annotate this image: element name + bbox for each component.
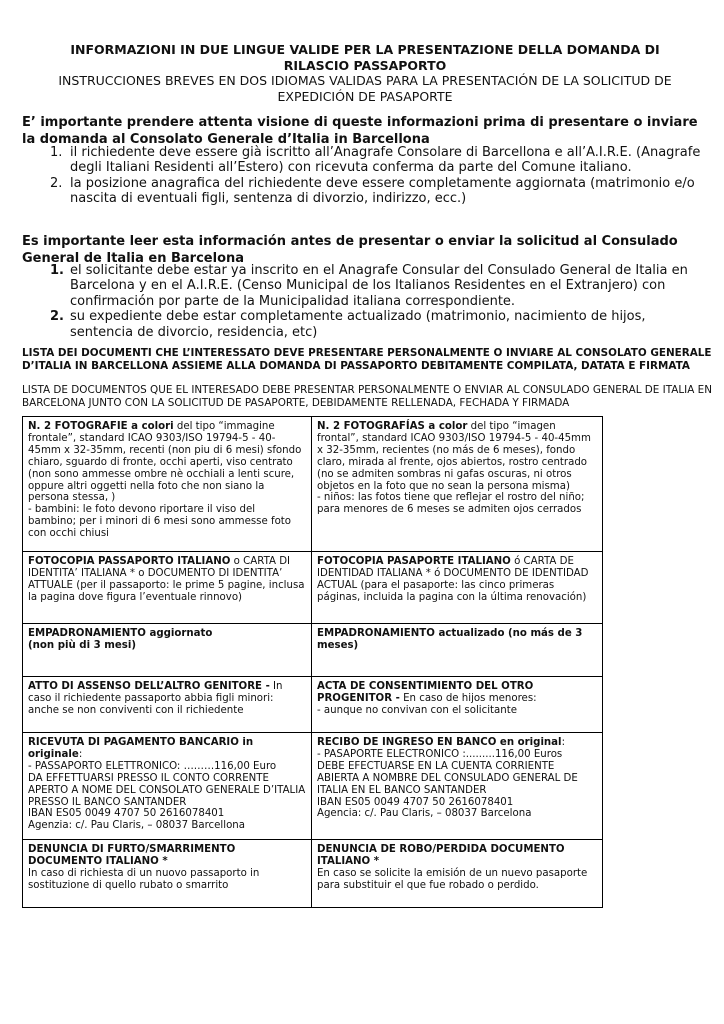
- documents-table: [22, 416, 603, 908]
- list-item: 1. el solicitante debe estar ya inscrito en el Anagrafe Consular del Consulado General de Italia en Barcelona y en el A.I.R.E. (Censo Municipal de los Italianos Residentes en el Extranjero) con confirmación por parte de la Municipalidad italiana correspondiente.: [50, 263, 688, 309]
- spanish-heading: Es importante leer esta información antes de presentar o enviar la solicitud al Consulado General de Italia en Barcelona: [22, 234, 678, 266]
- cell-italian: FOTOCOPIA PASSAPORTO ITALIANO o CARTA DI IDENTITA’ ITALIANA * o DOCUMENTO DI IDENTITA’ ATTUALE (per il passaporto: le prime 5 pagine, inclusa la pagina dove figura l’eventuale rinnovo): [23, 552, 312, 624]
- documents-heading-spanish: LISTA DE DOCUMENTOS QUE EL INTERESADO DEBE PRESENTAR PERSONALMENTE O ENVIAR AL CONSULADO GENERAL DE ITALIA EN BARCELONA JUNTO CON LA SOLICITUD DE PASAPORTE, DEBIDAMENTE RELLENADA, FECHADA Y FIRMADA: [22, 384, 712, 409]
- cell-italian: EMPADRONAMIENTO aggiornato (non più di 3 mesi): [23, 624, 312, 677]
- table-row: [23, 552, 603, 624]
- cell-italian: DENUNCIA DI FURTO/SMARRIMENTO DOCUMENTO ITALIANO * In caso di richiesta di un nuovo passaporto in sostituzione di quello rubato o smarrito: [23, 840, 312, 908]
- list-item: 1. il richiedente deve essere già iscritto all’Anagrafe Consolare di Barcellona e all’A.I.R.E. (Anagrafe degli Italiani Residenti all’Estero) con ricevuta conferma da parte del Comune italiano.: [50, 145, 701, 176]
- documents-heading-italian: LISTA DEI DOCUMENTI CHE L’INTERESSATO DEVE PRESENTARE PERSONALMENTE O INVIARE AL CONSOLATO GENERALE D’ITALIA IN BARCELLONA ASSIEME ALLA DOMANDA DI PASSAPORTO DEBITAMENTE COMPILATA, DATATA E FIRMATA: [22, 347, 712, 372]
- cell-spanish: DENUNCIA DE ROBO/PERDIDA DOCUMENTO ITALIANO * En caso se solicite la emisión de un nuevo pasaporte para substituir el que fue robado o perdido.: [312, 840, 603, 908]
- cell-italian: N. 2 FOTOGRAFIE a colori del tipo “immagine frontale”, standard ICAO 9303/ISO 19794-5 - 40-45mm x 32-35mm, recenti (non piu di 6 mesi) sfondo chiaro, sguardo di fronte, occhi aperti, viso centrato (non sono ammesse ombre nè occhiali a lenti scure, oppure altri oggetti nella foto che non siano la persona stessa, ) - bambini: le foto devono riportare il viso del bambino; per i minori di 6 mesi sono ammesse foto con occhi chiusi: [23, 417, 312, 552]
- spanish-list: [22, 263, 702, 340]
- table-row: [23, 677, 603, 733]
- title-italian: INFORMAZIONI IN DUE LINGUE VALIDE PER LA PRESENTAZIONE DELLA DOMANDA DI RILASCIO PASSAPORTO: [70, 42, 660, 73]
- list-item: 2. su expediente debe estar completamente actualizado (matrimonio, nacimiento de hijos, sentencia de divorcio, residencia, etc): [50, 309, 646, 340]
- cell-spanish: N. 2 FOTOGRAFÍAS a color del tipo “imagen frontal”, standard ICAO 9303/ISO 19794-5 - 40-45mm x 32-35mm, recientes (no más de 6 meses), fondo claro, mirada al frente, ojos abiertos, rostro centrado (no se admiten sombras ni gafas oscuras, ni otros objetos en la foto que no sean la persona misma) - niños: las fotos tiene que reflejar el rostro del niño; para menores de 6 meses se admiten ojos cerrados: [312, 417, 603, 552]
- list-item: 2. la posizione anagrafica del richiedente deve essere completamente aggiornata (matrimonio e/o nascita di eventuali figli, sentenza di divorzio, indirizzo, ecc.): [50, 175, 695, 207]
- cell-italian: RICEVUTA DI PAGAMENTO BANCARIO in originale: - PASSAPORTO ELETTRONICO: ………116,00 Euro DA EFFETTUARSI PRESSO IL CONTO CORRENTE APERTO A NOME DEL CONSOLATO GENERALE D’ITALIA PRESSO IL BANCO SANTANDER IBAN ES05 0049 4707 50 2616078401 Agenzia: c/. Pau Claris, – 08037 Barcellona: [23, 733, 312, 840]
- table-row: [23, 624, 603, 677]
- cell-spanish: RECIBO DE INGRESO EN BANCO en original: - PASAPORTE ELECTRONICO :.........116,00 Euros DEBE EFECTUARSE EN LA CUENTA CORRIENTE ABIERTA A NOMBRE DEL CONSULADO GENERAL DE ITALIA EN EL BANCO SANTANDER IBAN ES05 0049 4707 50 2616078401 Agencia: c/. Pau Claris, – 08037 Barcelona: [312, 733, 603, 840]
- italian-list: [22, 145, 702, 207]
- table-row: [23, 733, 603, 840]
- table-row: [23, 840, 603, 908]
- title-spanish: INSTRUCCIONES BREVES EN DOS IDIOMAS VALIDAS PARA LA PRESENTACIÓN DE LA SOLICITUD DE EXPEDICIÓN DE PASAPORTE: [58, 73, 672, 104]
- table-row: [23, 417, 603, 552]
- cell-spanish: FOTOCOPIA PASAPORTE ITALIANO ó CARTA DE IDENTIDAD ITALIANA * ó DOCUMENTO DE IDENTIDAD ACTUAL (para el pasaporte: las cinco primeras páginas, incluida la pagina con la última renovación): [312, 552, 603, 624]
- cell-italian: ATTO DI ASSENSO DELL’ALTRO GENITORE - In caso il richiedente passaporto abbia figli minori: anche se non conviventi con il richiedente: [23, 677, 312, 733]
- italian-heading: E’ importante prendere attenta visione di queste informazioni prima di presentare o inviare la domanda al Consolato Generale d’Italia in Barcellona: [22, 115, 698, 147]
- cell-spanish: EMPADRONAMIENTO actualizado (no más de 3 meses): [312, 624, 603, 677]
- cell-spanish: ACTA DE CONSENTIMIENTO DEL OTRO PROGENITOR - En caso de hijos menores: - aunque no convivan con el solicitante: [312, 677, 603, 733]
